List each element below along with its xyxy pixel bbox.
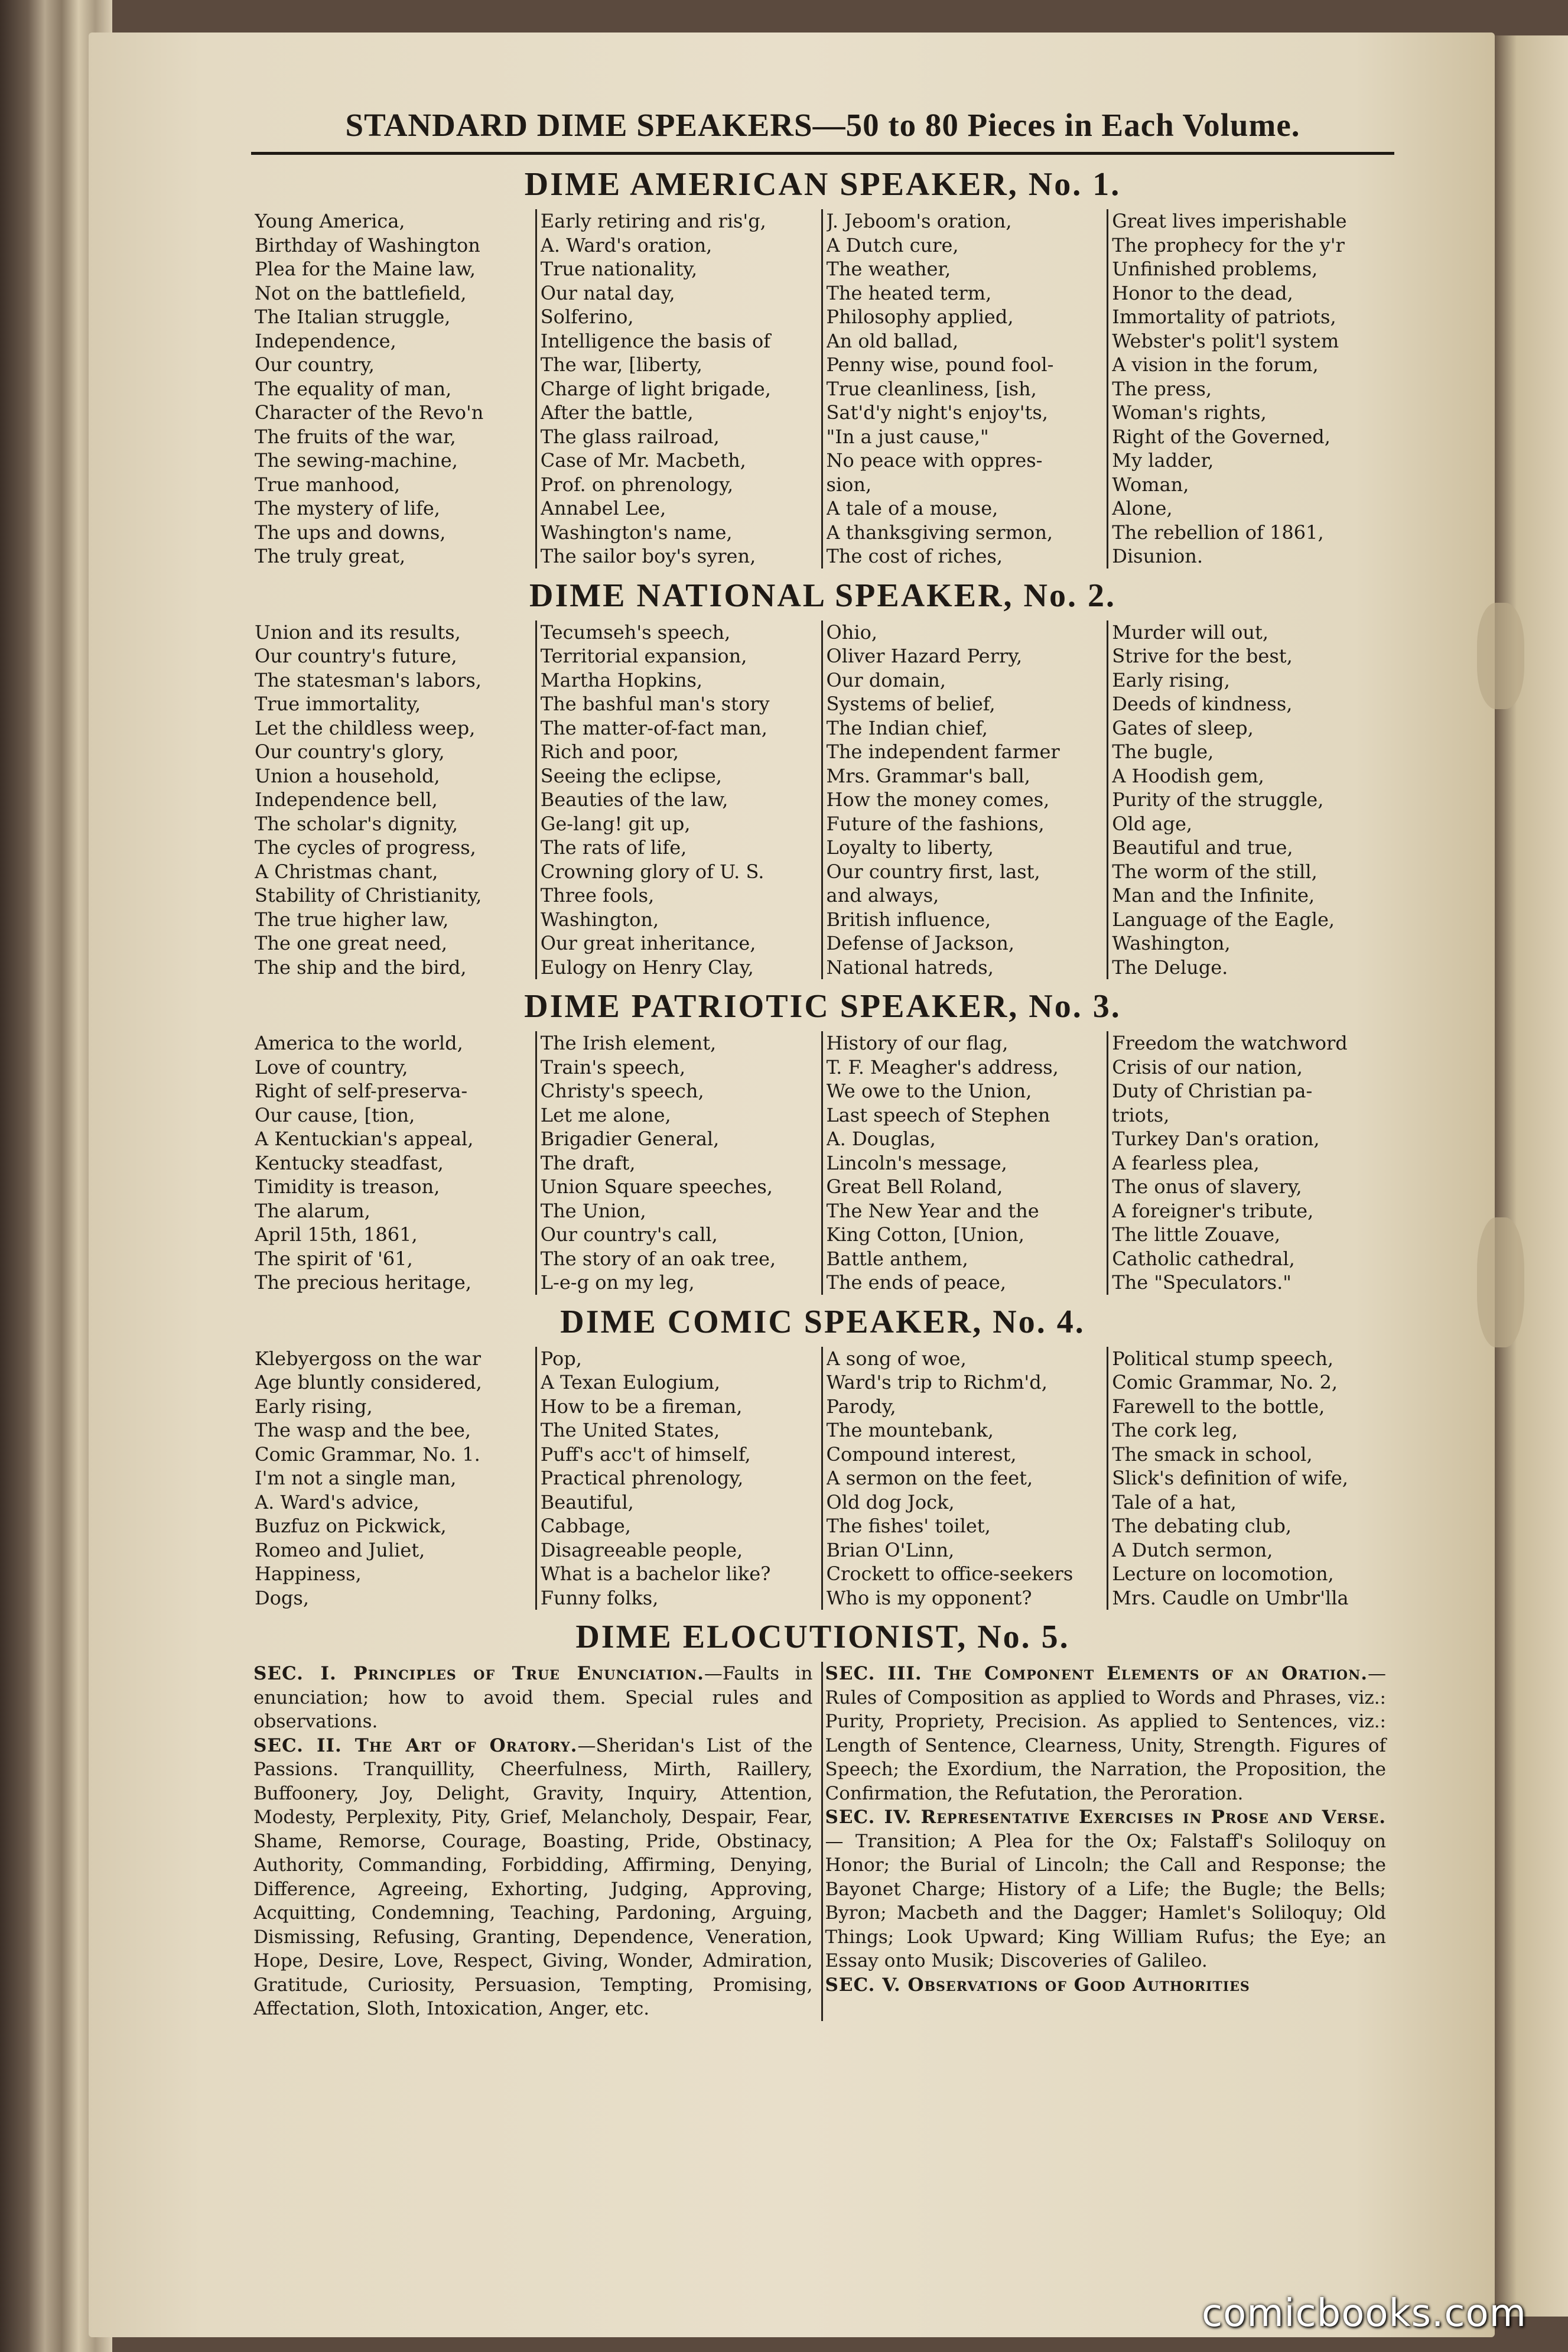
list-item: Alone, [1112,497,1173,519]
list-item: Rich and poor, [540,740,679,763]
list-item: A Hoodish gem, [1112,764,1264,787]
list-item: Parody, [826,1395,896,1418]
page-tear [1477,1217,1524,1347]
list-item: Woman's rights, [1112,401,1267,424]
section-text: — Transition; A Plea for the Ox; Falstaff's Soliloquy on Honor; the Burial of Lincoln; the Call and Response; the Bayonet Charge; History of a Life; the Bugle; the Bells; Byron; Macbeth and the Dagger; Hamlet's Soliloquy; Old Things; Look Upward; King William Rufus; the Eye; an Essay onto Musik; Discoveries of Galileo. [825,1830,1386,1971]
list-item: Right of the Governed, [1112,425,1330,448]
list-item: April 15th, 1861, [255,1223,418,1246]
list-item: Crisis of our nation, [1112,1055,1303,1078]
list-item: Annabel Lee, [540,497,666,519]
list-item: Love of country, [255,1055,408,1078]
page-content [251,106,1394,2021]
elocutionist-title: DIME ELOCUTIONIST, No. 5. [575,1619,1070,1655]
list-item: Territorial expansion, [540,645,747,667]
elocutionist-body [251,1662,1394,2021]
list-item: Our country, [255,353,375,376]
list-item: Christy's speech, [540,1080,704,1102]
list-item: The bashful man's story [540,693,770,715]
list-item: The prophecy for the y'r [1112,233,1345,256]
list-item: The Irish element, [540,1032,717,1054]
list-item: Ge-lang! git up, [540,812,691,835]
column [1108,621,1394,980]
list-item: The United States, [540,1419,720,1441]
speaker-sections [251,165,1394,1610]
list-item: A tale of a mouse, [826,497,998,519]
list-item: A vision in the forum, [1112,353,1319,376]
section-heading: SEC. II. The Art of Oratory. [253,1734,578,1756]
list-item: Washington, [540,908,659,931]
list-item: How to be a fireman, [540,1395,743,1418]
list-item: Systems of belief, [826,693,996,715]
column [1108,209,1394,568]
list-item: The fishes' toilet, [826,1515,991,1537]
list-item: The Italian struggle, [255,306,451,328]
list-item: The sailor boy's syren, [540,545,756,567]
list-item: Age bluntly considered, [255,1371,482,1393]
list-item: Intelligence the basis of [540,329,771,352]
list-item: We owe to the Union, [826,1080,1032,1102]
list-item: Beautiful, [540,1490,634,1513]
section-heading: SEC. V. Observations of Good Authorities [825,1974,1250,1996]
list-item: Our natal day, [540,281,675,304]
list-item: Happiness, [255,1562,362,1585]
list-item: The New Year and the [826,1199,1039,1222]
list-item: A foreigner's tribute, [1112,1199,1314,1222]
column [537,1031,823,1295]
section-columns [251,1031,1394,1295]
list-item: The ups and downs, [255,521,446,544]
list-item: "In a just cause," [826,425,989,448]
list-item: The cork leg, [1112,1419,1238,1441]
list-item: and always, [826,884,939,907]
section-heading: SEC. III. The Component Elements of an Oration. [825,1663,1368,1684]
list-item: Our country first, last, [826,860,1040,883]
list-item: Dogs, [255,1586,309,1609]
list-item: Independence bell, [255,788,438,811]
list-item: King Cotton, [Union, [826,1223,1024,1246]
list-item: America to the world, [255,1032,463,1054]
list-item: Union a household, [255,764,440,787]
column [251,621,537,980]
list-item: A Dutch cure, [826,233,959,256]
list-item: Early rising, [255,1395,373,1418]
list-item: Three fools, [540,884,655,907]
list-item: Farewell to the bottle, [1112,1395,1325,1418]
list-item: British influence, [826,908,991,931]
list-item: Ward's trip to Richm'd, [826,1371,1047,1393]
list-item: The one great need, [255,932,448,954]
list-item: J. Jeboom's oration, [826,210,1012,232]
section-text: —Faults in enunciation; how to avoid them. Special rules and observations. [253,1663,813,1732]
list-item: Eulogy on Henry Clay, [540,956,754,979]
list-item: triots, [1112,1103,1170,1126]
list-item: Comic Grammar, No. 2, [1112,1371,1338,1393]
list-item: Beauties of the law, [540,788,728,811]
list-item: Comic Grammar, No. 1. [255,1443,480,1466]
list-item: The statesman's labors, [255,668,482,691]
site-watermark: comicbooks.com [1201,2292,1527,2335]
list-item: Slick's definition of wife, [1112,1467,1348,1489]
section-heading: SEC. I. Principles of True Enunciation. [253,1663,704,1684]
list-item: Gates of sleep, [1112,716,1254,739]
list-item: Language of the Eagle, [1112,908,1335,931]
list-item: sion, [826,473,872,496]
list-item: The wasp and the bee, [255,1419,471,1441]
column [537,621,823,980]
list-item: Brian O'Linn, [826,1538,955,1561]
list-item: The rats of life, [540,836,687,859]
elocutionist-left-column [251,1662,823,2021]
section-paragraph [825,1662,1387,1805]
list-item: The Deluge. [1112,956,1228,979]
list-item: True immortality, [255,693,421,715]
list-item: Our cause, [tion, [255,1103,415,1126]
list-item: An old ballad, [826,329,959,352]
list-item: Lincoln's message, [826,1151,1007,1174]
list-item: Prof. on phrenology, [540,473,734,496]
list-item: Tecumseh's speech, [540,621,731,644]
list-item: Unfinished problems, [1112,258,1318,280]
list-item: Washington, [1112,932,1231,954]
page-header: STANDARD DIME SPEAKERS—50 to 80 Pieces in Each Volume. [251,106,1394,155]
list-item: Young America, [255,210,405,232]
list-item: Funny folks, [540,1586,659,1609]
list-item: Pop, [540,1347,582,1370]
section-title: DIME NATIONAL SPEAKER, No. 2. [529,577,1116,614]
list-item: Future of the fashions, [826,812,1045,835]
list-item: No peace with oppres- [826,449,1043,472]
list-item: A. Ward's advice, [255,1490,419,1513]
list-item: History of our flag, [826,1032,1009,1054]
list-item: Penny wise, pound fool- [826,353,1054,376]
list-item: Murder will out, [1112,621,1268,644]
list-item: The ship and the bird, [255,956,467,979]
list-item: Seeing the eclipse, [540,764,722,787]
column [251,1031,537,1295]
elocutionist-right-column [823,1662,1395,2021]
list-item: The glass railroad, [540,425,720,448]
column [1108,1031,1394,1295]
section-columns [251,621,1394,980]
list-item: Man and the Infinite, [1112,884,1315,907]
list-item: The bugle, [1112,740,1214,763]
list-item: Disagreeable people, [540,1538,743,1561]
list-item: The Union, [540,1199,646,1222]
list-item: What is a bachelor like? [540,1562,771,1585]
list-item: Great Bell Roland, [826,1175,1003,1198]
page-tear [1477,603,1524,709]
list-item: Battle anthem, [826,1247,968,1270]
list-item: How the money comes, [826,788,1050,811]
list-item: Brigadier General, [540,1128,720,1150]
list-item: Mrs. Caudle on Umbr'lla [1112,1586,1349,1609]
list-item: Disunion. [1112,545,1203,567]
list-item: Old dog Jock, [826,1490,955,1513]
list-item: Timidity is treason, [255,1175,440,1198]
list-item: The truly great, [255,545,406,567]
section-paragraph [253,1662,813,1734]
list-item: Defense of Jackson, [826,932,1014,954]
list-item: Tale of a hat, [1112,1490,1237,1513]
list-item: Woman, [1112,473,1189,496]
list-item: The press, [1112,377,1212,400]
list-item: The weather, [826,258,951,280]
section-text: —Sheridan's List of the Passions. Tranquillity, Cheerfulness, Mirth, Raillery, Buffoonery, Joy, Delight, Gravity, Inquiry, Attention, Modesty, Perplexity, Pity, Grief, Melancholy, Despair, Fear, Shame, Remorse, Courage, Boasting, Pride, Obstinacy, Authority, Commanding, Forbidding, Affirming, Denying, Difference, Agreeing, Exhorting, Judging, Approving, Acquitting, Condemning, Teaching, Pardoning, Arguing, Dismissing, Refusing, Granting, Dependence, Veneration, Hope, Desire, Love, Respect, Giving, Wonder, Admiration, Gratitude, Curiosity, Persuasion, Tempting, Promising, Affectation, Sloth, Intoxication, Anger, etc. [253,1734,813,2019]
list-item: The little Zouave, [1112,1223,1281,1246]
list-item: Early retiring and ris'g, [540,210,766,232]
section-heading: SEC. IV. Representative Exercises in Prose and Verse. [825,1807,1386,1828]
list-item: A Christmas chant, [255,860,438,883]
list-item: Train's speech, [540,1055,686,1078]
list-item: Duty of Christian pa- [1112,1080,1313,1102]
list-item: The matter-of-fact man, [540,716,767,739]
list-item: A thanksgiving sermon, [826,521,1053,544]
list-item: The sewing-machine, [255,449,458,472]
facing-page-edge [1495,35,1568,2317]
list-item: Lecture on locomotion, [1112,1562,1334,1585]
list-item: Deeds of kindness, [1112,693,1293,715]
list-item: The war, [liberty, [540,353,702,376]
list-item: The "Speculators." [1112,1271,1292,1294]
list-item: Crowning glory of U. S. [540,860,765,883]
list-item: Last speech of Stephen [826,1103,1050,1126]
section-paragraph [825,1805,1387,1973]
column [823,209,1109,568]
list-item: The scholar's dignity, [255,812,458,835]
list-item: A. Ward's oration, [540,233,713,256]
list-item: Klebyergoss on the war [255,1347,482,1370]
list-item: Buzfuz on Pickwick, [255,1515,447,1537]
list-item: Stability of Christianity, [255,884,482,907]
list-item: Turkey Dan's oration, [1112,1128,1320,1150]
section-paragraph [825,1973,1387,1997]
list-item: Birthday of Washington [255,233,480,256]
list-item: I'm not a single man, [255,1467,457,1489]
list-item: The precious heritage, [255,1271,472,1294]
list-item: Political stump speech, [1112,1347,1334,1370]
list-item: Catholic cathedral, [1112,1247,1295,1270]
list-item: A fearless plea, [1112,1151,1260,1174]
section-paragraph [253,1734,813,2021]
column [251,209,537,568]
list-item: Right of self-preserva- [255,1080,468,1102]
list-item: Ohio, [826,621,878,644]
list-item: Oliver Hazard Perry, [826,645,1023,667]
list-item: L-e-g on my leg, [540,1271,695,1294]
column [823,621,1109,980]
list-item: A song of woe, [826,1347,967,1370]
list-item: Kentucky steadfast, [255,1151,444,1174]
list-item: Romeo and Juliet, [255,1538,425,1561]
column [537,1347,823,1610]
list-item: Mrs. Grammar's ball, [826,764,1030,787]
list-item: Washington's name, [540,521,733,544]
list-item: Independence, [255,329,396,352]
list-item: True nationality, [540,258,698,280]
list-item: A Kentuckian's appeal, [255,1128,474,1150]
list-item: Purity of the struggle, [1112,788,1324,811]
list-item: The heated term, [826,281,992,304]
column [251,1347,537,1610]
list-item: The ends of peace, [826,1271,1006,1294]
list-item: The mystery of life, [255,497,440,519]
list-item: The alarum, [255,1199,370,1222]
list-item: Who is my opponent? [826,1586,1032,1609]
list-item: Our country's future, [255,645,457,667]
list-item: The rebellion of 1861, [1112,521,1324,544]
list-item: A Dutch sermon, [1112,1538,1273,1561]
list-item: The fruits of the war, [255,425,456,448]
list-item: The worm of the still, [1112,860,1317,883]
list-item: The smack in school, [1112,1443,1313,1466]
list-item: Solferino, [540,306,634,328]
list-item: The spirit of '61, [255,1247,413,1270]
list-item: Our country's call, [540,1223,718,1246]
list-item: Union Square speeches, [540,1175,773,1198]
section-text: —Rules of Composition as applied to Words and Phrases, viz.: Purity, Propriety, Precision. As applied to Sentences, viz.: Length of Sentence, Clearness, Unity, Strength. Figures of Speech; the Exordium, the Narration, the Proposition, the Confirmation, the Refutation, the Peroration. [825,1663,1386,1804]
list-item: The story of an oak tree, [540,1247,776,1270]
list-item: Puff's acc't of himself, [540,1443,751,1466]
list-item: Freedom the watchword [1112,1032,1348,1054]
list-item: A Texan Eulogium, [540,1371,721,1393]
list-item: Compound interest, [826,1443,1017,1466]
list-item: Our domain, [826,668,946,691]
section-title: DIME COMIC SPEAKER, No. 4. [560,1303,1085,1340]
list-item: Plea for the Maine law, [255,258,476,280]
section-columns [251,209,1394,568]
column [823,1347,1109,1610]
column [823,1031,1109,1295]
list-item: Crockett to office-seekers [826,1562,1073,1585]
section-columns [251,1347,1394,1610]
list-item: Character of the Revo'n [255,401,484,424]
list-item: The true higher law, [255,908,449,931]
list-item: Loyalty to liberty, [826,836,994,859]
list-item: Webster's polit'l system [1112,329,1339,352]
list-item: The mountebank, [826,1419,994,1441]
list-item: The draft, [540,1151,636,1174]
list-item: The independent farmer [826,740,1060,763]
section-title: DIME AMERICAN SPEAKER, No. 1. [524,166,1121,203]
list-item: My ladder, [1112,449,1214,472]
list-item: The Indian chief, [826,716,988,739]
list-item: A sermon on the feet, [826,1467,1033,1489]
list-item: Case of Mr. Macbeth, [540,449,746,472]
column [1108,1347,1394,1610]
list-item: Practical phrenology, [540,1467,744,1489]
list-item: Let the childless weep, [255,716,476,739]
list-item: After the battle, [540,401,694,424]
list-item: True manhood, [255,473,401,496]
list-item: Martha Hopkins, [540,668,703,691]
list-item: The cost of riches, [826,545,1003,567]
list-item: Union and its results, [255,621,461,644]
list-item: Honor to the dead, [1112,281,1293,304]
list-item: Strive for the best, [1112,645,1293,667]
section-title: DIME PATRIOTIC SPEAKER, No. 3. [524,988,1121,1025]
list-item: Beautiful and true, [1112,836,1293,859]
list-item: Sat'd'y night's enjoy'ts, [826,401,1048,424]
list-item: National hatreds, [826,956,994,979]
list-item: Great lives imperishable [1112,210,1347,232]
column [537,209,823,568]
list-item: Our great inheritance, [540,932,756,954]
list-item: The debating club, [1112,1515,1292,1537]
list-item: A. Douglas, [826,1128,936,1150]
list-item: Let me alone, [540,1103,671,1126]
list-item: Old age, [1112,812,1193,835]
list-item: T. F. Meagher's address, [826,1055,1059,1078]
list-item: Early rising, [1112,668,1230,691]
list-item: Immortality of patriots, [1112,306,1336,328]
list-item: True cleanliness, [ish, [826,377,1037,400]
list-item: Charge of light brigade, [540,377,771,400]
list-item: Philosophy applied, [826,306,1014,328]
list-item: The onus of slavery, [1112,1175,1302,1198]
list-item: The cycles of progress, [255,836,476,859]
list-item: Not on the battlefield, [255,281,467,304]
list-item: Our country's glory, [255,740,445,763]
list-item: Cabbage, [540,1515,631,1537]
list-item: The equality of man, [255,377,452,400]
